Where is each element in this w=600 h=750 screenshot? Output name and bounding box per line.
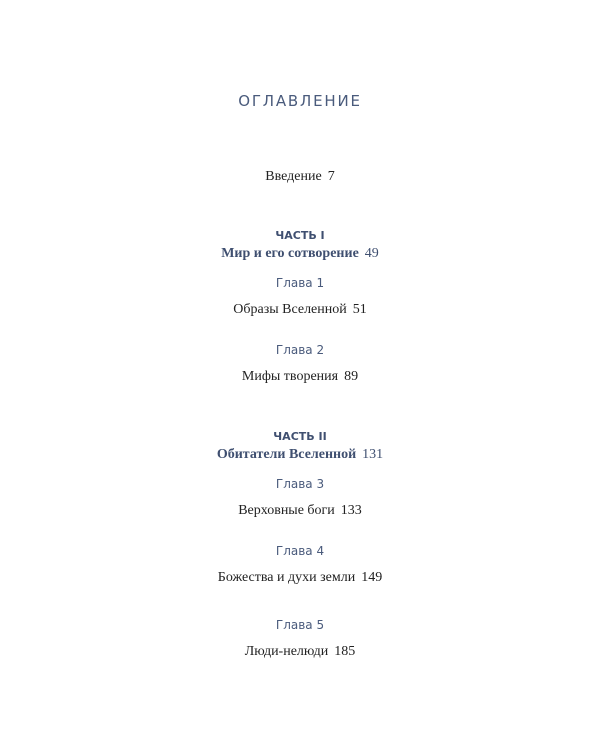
chapter-label: Глава 3: [275, 477, 325, 491]
toc-entry-part-2[interactable]: [0, 447, 600, 463]
entry-page-number: 51: [352, 302, 367, 317]
toc-entry-chapter-4[interactable]: [0, 570, 600, 586]
entry-title: Верховные боги: [238, 503, 335, 518]
part-label: ЧАСТЬ II: [273, 430, 327, 443]
toc-entry-chapter-2[interactable]: [0, 369, 600, 385]
entry-page-number: 89: [344, 369, 359, 384]
toc-entry-chapter-3[interactable]: [0, 503, 600, 519]
entry-title: Мифы творения: [241, 369, 339, 384]
toc-title: ОГЛАВЛЕНИЕ: [238, 92, 362, 110]
chapter-label: Глава 5: [275, 618, 325, 632]
entry-title: Введение: [265, 169, 322, 184]
chapter-label: Глава 4: [275, 544, 325, 558]
toc-entry-chapter-5[interactable]: [0, 644, 600, 660]
entry-page-number: 149: [361, 570, 383, 585]
chapter-label: Глава 1: [275, 276, 325, 290]
entry-page-number: 133: [340, 503, 362, 518]
entry-title: Божества и духи земли: [217, 570, 356, 585]
entry-title: Образы Вселенной: [233, 302, 347, 317]
entry-page-number: 7: [327, 169, 335, 184]
entry-page-number: 131: [362, 447, 384, 462]
toc-entry-introduction[interactable]: [0, 169, 600, 185]
chapter-label: Глава 2: [275, 343, 325, 357]
entry-page-number: 185: [334, 644, 356, 659]
entry-title: Люди-нелюди: [244, 644, 329, 659]
entry-page-number: 49: [364, 246, 379, 261]
part-label: ЧАСТЬ I: [275, 229, 325, 242]
toc-entry-part-1[interactable]: [0, 246, 600, 262]
part-title: Обитатели Вселенной: [216, 447, 357, 462]
part-title: Мир и его сотворение: [221, 246, 359, 261]
toc-entry-chapter-1[interactable]: [0, 302, 600, 318]
